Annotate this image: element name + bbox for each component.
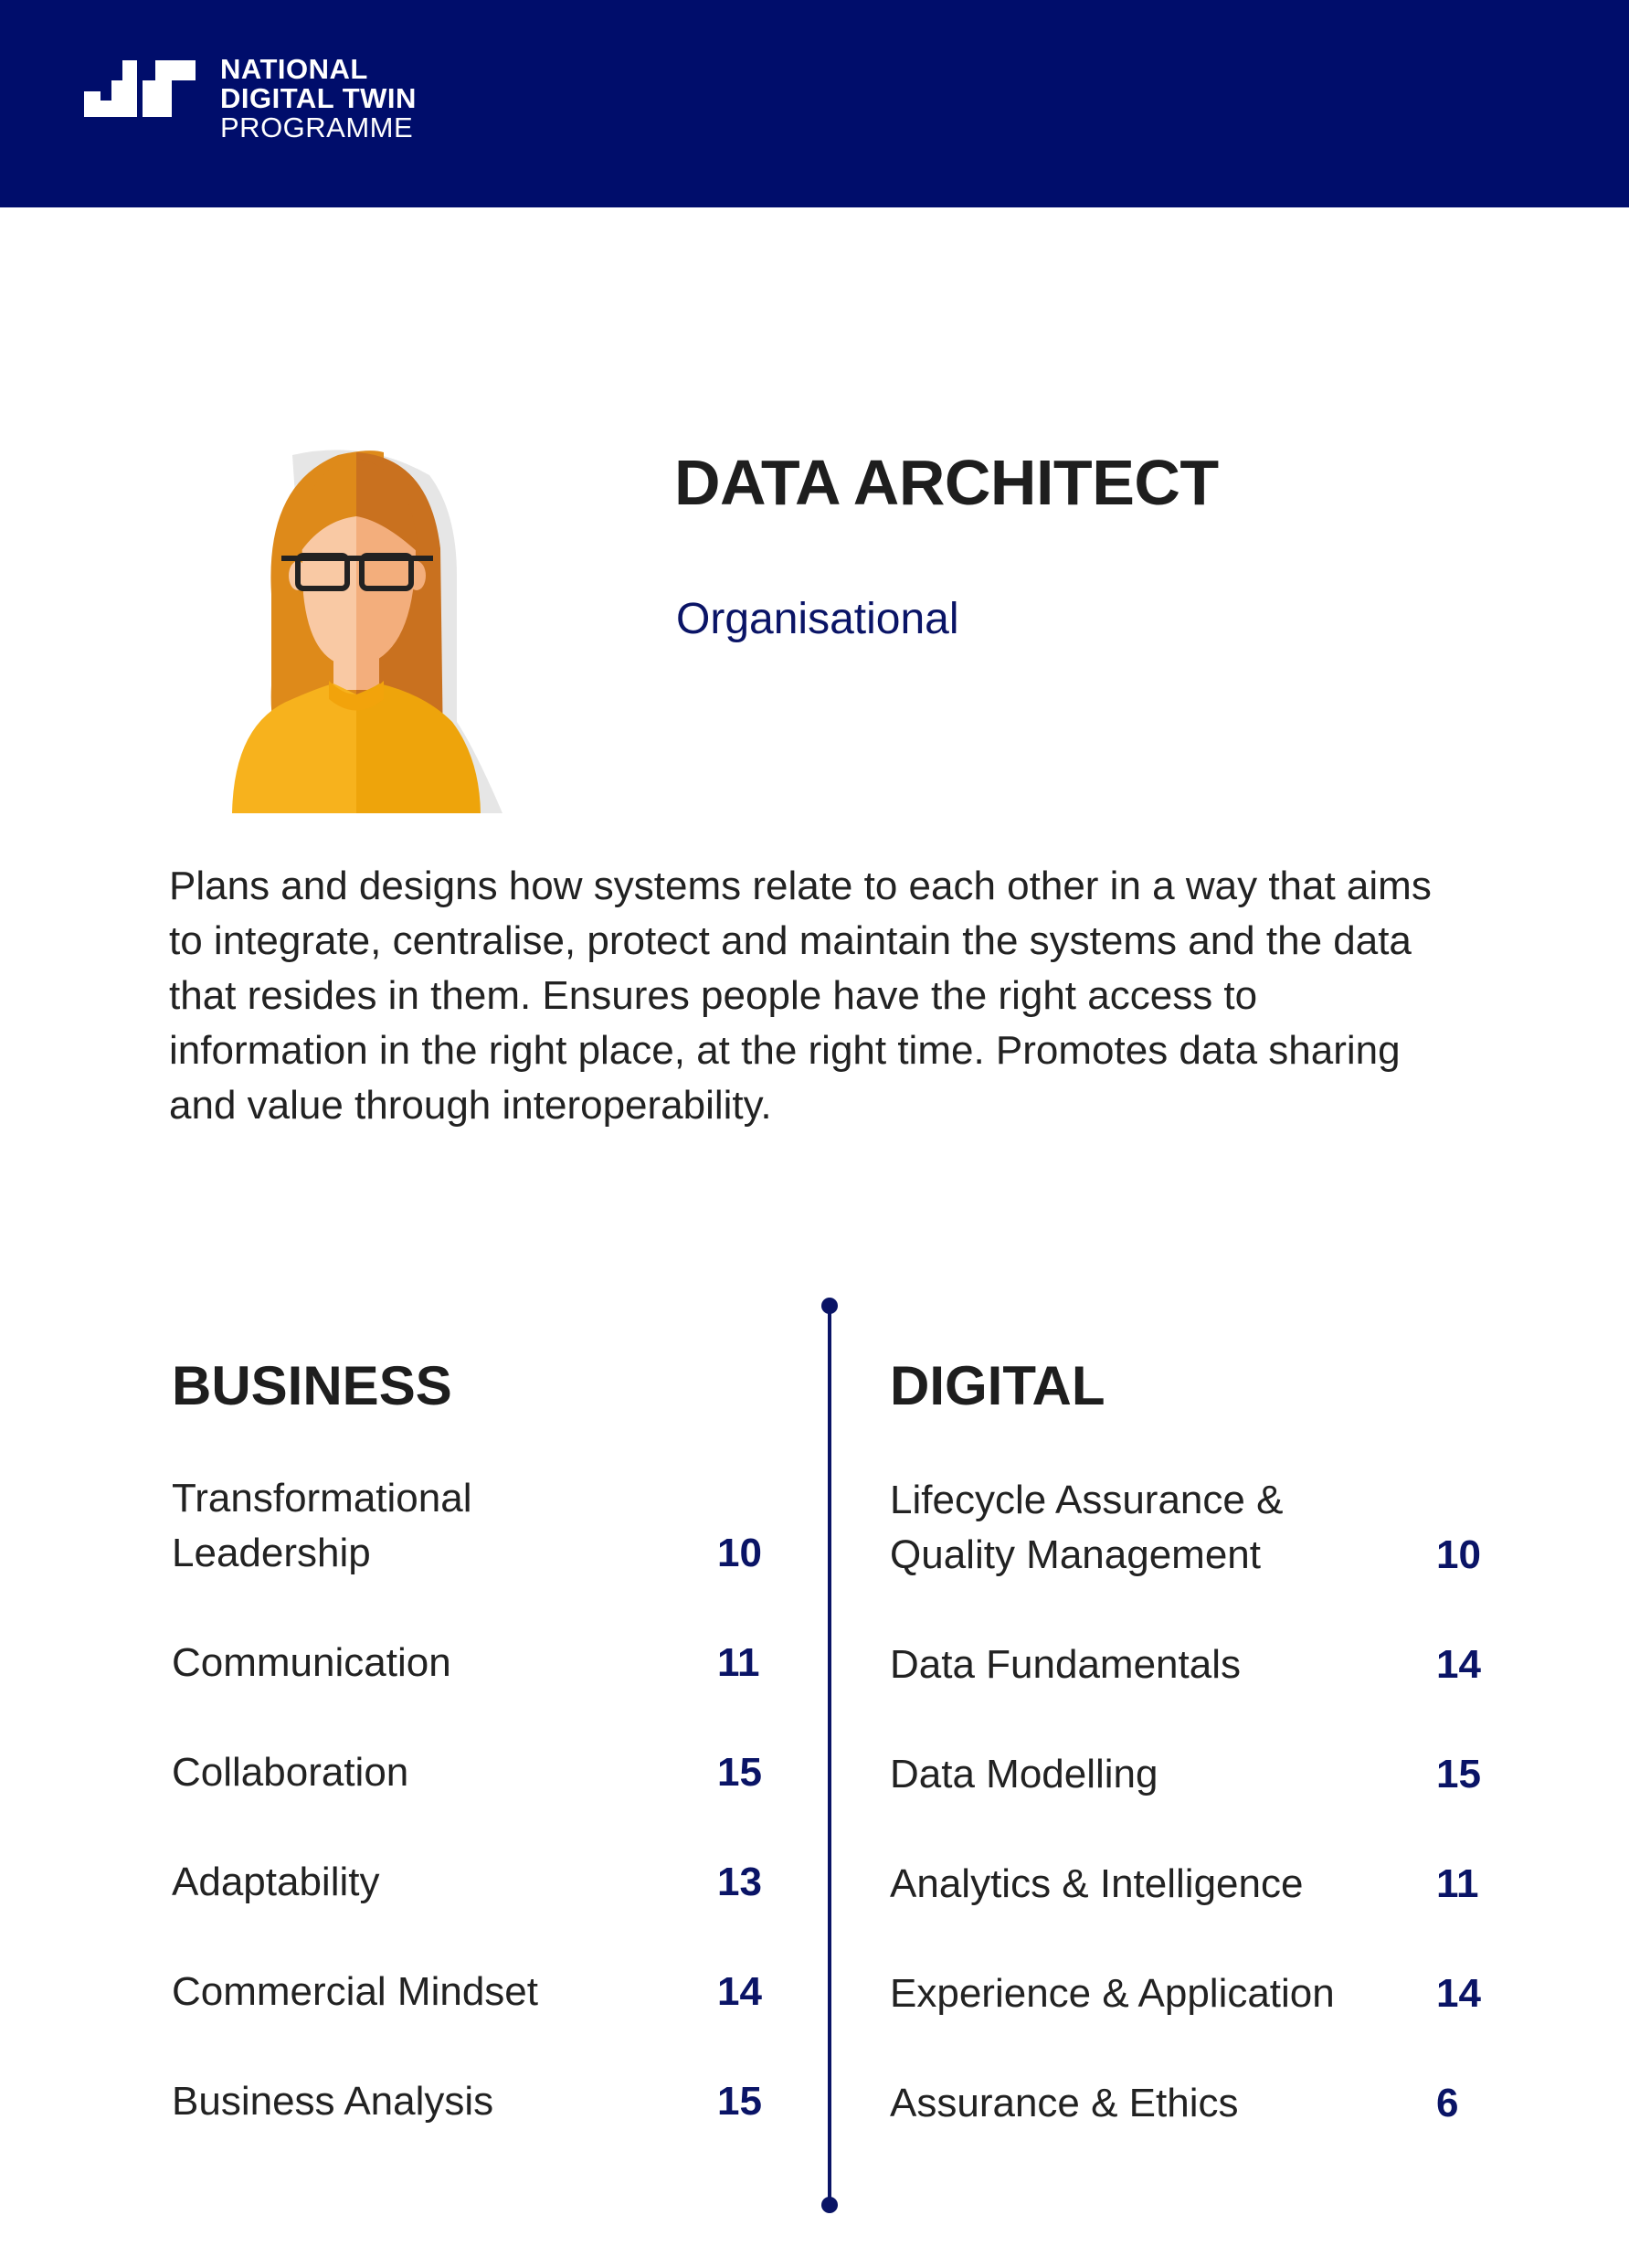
column-divider (828, 1305, 831, 2206)
business-skill-score: 15 (717, 2079, 762, 2124)
divider-top-dot (821, 1298, 838, 1314)
page-title: DATA ARCHITECT (674, 447, 1219, 518)
business-row (172, 1745, 767, 1800)
business-row (172, 1636, 767, 1690)
business-skill-score: 13 (717, 1860, 762, 1904)
digital-row (890, 1747, 1493, 1802)
ndtp-logo-icon (84, 60, 196, 117)
business-skill-score: 14 (717, 1969, 762, 2014)
business-row (172, 1965, 767, 2019)
digital-row (890, 1857, 1493, 1912)
digital-row (890, 2076, 1493, 2131)
digital-skill-label: Data Fundamentals (890, 1642, 1241, 1687)
skill-label-line: Lifecycle Assurance & (890, 1478, 1284, 1522)
skill-label-line: Leadership (172, 1531, 371, 1575)
digital-skill-score: 15 (1436, 1752, 1481, 1796)
business-row (172, 1855, 767, 1910)
digital-skill-label: Analytics & Intelligence (890, 1861, 1304, 1906)
digital-skill-label: Data Modelling (890, 1752, 1158, 1796)
avatar-illustration (228, 448, 512, 813)
business-skill-label: Communication (172, 1640, 451, 1685)
digital-row (890, 1637, 1493, 1692)
business-row (172, 2074, 767, 2129)
digital-skill-label: Assurance & Ethics (890, 2081, 1239, 2125)
business-skill-score: 11 (717, 1640, 760, 1685)
business-skill-label: Business Analysis (172, 2079, 494, 2124)
digital-skill-score: 6 (1436, 2081, 1459, 2125)
digital-skill-score: 10 (1436, 1532, 1481, 1577)
business-skill-score: 10 (717, 1531, 762, 1575)
digital-row (890, 1473, 1493, 1583)
business-heading: BUSINESS (172, 1355, 452, 1416)
logo-line-national: NATIONAL (220, 53, 368, 85)
business-skill-label: Adaptability (172, 1860, 380, 1904)
skill-label-line: Quality Management (890, 1532, 1261, 1577)
digital-skill-score: 14 (1436, 1971, 1481, 2016)
logo-wordmark (220, 55, 417, 143)
header-banner (0, 0, 1629, 207)
skill-label-line: Transformational (172, 1476, 472, 1521)
business-skill-score: 15 (717, 1750, 762, 1795)
divider-bottom-dot (821, 2197, 838, 2213)
digital-row (890, 1966, 1493, 2021)
business-skill-label: Collaboration (172, 1750, 409, 1795)
role-description: Plans and designs how systems relate to each other in a way that aims to integrate, centralise, protect and maintain the systems and the data that resides in them. Ensures people have the right access to information in the right place, at the right time. Promotes data sharing and value through interoperability. (169, 864, 1432, 1128)
digital-heading: DIGITAL (890, 1355, 1105, 1416)
business-row (172, 1471, 767, 1581)
digital-skill-label: Experience & Application (890, 1971, 1335, 2016)
business-skill-label (172, 1471, 472, 1581)
business-skill-label: Commercial Mindset (172, 1969, 538, 2014)
logo-line-digital-twin: DIGITAL TWIN (220, 82, 417, 114)
role-category: Organisational (676, 595, 959, 643)
logo-line-programme: PROGRAMME (220, 111, 414, 143)
digital-skill-label (890, 1473, 1283, 1583)
digital-skill-score: 14 (1436, 1642, 1481, 1687)
digital-skill-score: 11 (1436, 1861, 1479, 1906)
